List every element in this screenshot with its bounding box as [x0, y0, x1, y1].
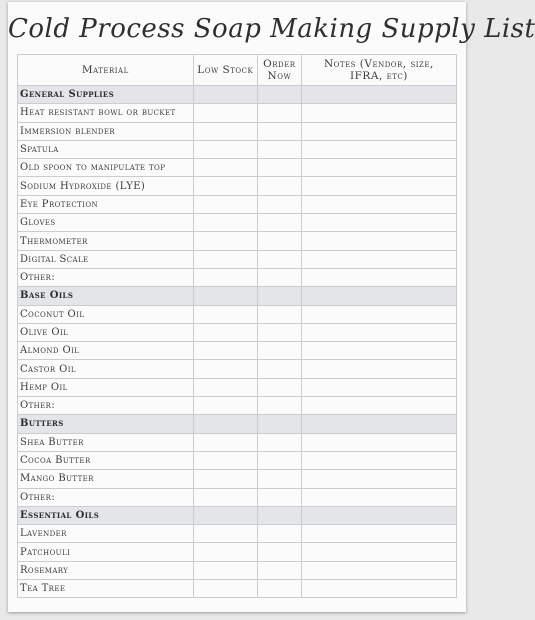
low-stock-cell	[193, 122, 257, 140]
table-row	[18, 232, 457, 250]
material-cell: Other:	[18, 268, 194, 286]
order-now-cell	[257, 470, 301, 488]
material-cell: Almond Oil	[18, 342, 194, 360]
table-row	[18, 488, 457, 506]
section-label: Essential Oils	[18, 506, 194, 524]
material-cell: Patchouli	[18, 543, 194, 561]
order-now-cell	[257, 342, 301, 360]
section-label: Butters	[18, 415, 194, 433]
order-now-cell	[257, 378, 301, 396]
material-cell: Tea Tree	[18, 580, 194, 598]
notes-cell	[301, 323, 456, 341]
low-stock-cell	[193, 250, 257, 268]
order-now-cell	[257, 323, 301, 341]
material-cell: Thermometer	[18, 232, 194, 250]
order-now-cell	[257, 268, 301, 286]
low-stock-cell	[193, 342, 257, 360]
table-row	[18, 305, 457, 323]
material-cell: Hemp Oil	[18, 378, 194, 396]
low-stock-cell	[193, 305, 257, 323]
low-stock-cell	[193, 506, 257, 524]
order-now-cell	[257, 543, 301, 561]
notes-cell	[301, 488, 456, 506]
section-label: General Supplies	[18, 86, 194, 104]
notes-cell	[301, 433, 456, 451]
table-row	[18, 378, 457, 396]
notes-cell	[301, 305, 456, 323]
order-now-cell	[257, 580, 301, 598]
material-cell: Coconut Oil	[18, 305, 194, 323]
notes-cell	[301, 159, 456, 177]
material-cell: Spatula	[18, 140, 194, 158]
low-stock-cell	[193, 360, 257, 378]
order-now-cell	[257, 360, 301, 378]
notes-cell	[301, 561, 456, 579]
table-row	[18, 214, 457, 232]
table-row	[18, 159, 457, 177]
low-stock-cell	[193, 287, 257, 305]
section-row	[18, 86, 457, 104]
material-cell: Digital Scale	[18, 250, 194, 268]
low-stock-cell	[193, 433, 257, 451]
notes-cell	[301, 451, 456, 469]
low-stock-cell	[193, 525, 257, 543]
table-row	[18, 177, 457, 195]
table-row	[18, 397, 457, 415]
notes-cell	[301, 378, 456, 396]
material-cell: Rosemary	[18, 561, 194, 579]
table-row	[18, 323, 457, 341]
section-label: Base Oils	[18, 287, 194, 305]
low-stock-cell	[193, 561, 257, 579]
material-cell: Other:	[18, 397, 194, 415]
order-now-cell	[257, 415, 301, 433]
order-now-cell	[257, 122, 301, 140]
notes-cell	[301, 580, 456, 598]
low-stock-cell	[193, 470, 257, 488]
material-cell: Castor Oil	[18, 360, 194, 378]
table-row	[18, 525, 457, 543]
low-stock-cell	[193, 86, 257, 104]
order-now-cell	[257, 140, 301, 158]
order-now-cell	[257, 433, 301, 451]
low-stock-cell	[193, 268, 257, 286]
material-cell: Shea Butter	[18, 433, 194, 451]
order-now-cell	[257, 397, 301, 415]
supply-table	[17, 54, 457, 598]
low-stock-cell	[193, 415, 257, 433]
notes-cell	[301, 287, 456, 305]
material-cell: Other:	[18, 488, 194, 506]
table-row	[18, 470, 457, 488]
material-cell: Eye Protection	[18, 195, 194, 213]
notes-cell	[301, 342, 456, 360]
material-cell: Old spoon to manipulate top	[18, 159, 194, 177]
low-stock-cell	[193, 177, 257, 195]
table-row	[18, 250, 457, 268]
table-row	[18, 140, 457, 158]
notes-cell	[301, 104, 456, 122]
header-material: Material	[18, 55, 194, 86]
notes-cell	[301, 177, 456, 195]
notes-cell	[301, 525, 456, 543]
notes-cell	[301, 415, 456, 433]
low-stock-cell	[193, 140, 257, 158]
supply-list-sheet	[8, 2, 535, 612]
order-now-cell	[257, 488, 301, 506]
table-row	[18, 451, 457, 469]
low-stock-cell	[193, 451, 257, 469]
table-row	[18, 104, 457, 122]
order-now-cell	[257, 104, 301, 122]
material-cell: Heat resistant bowl or bucket	[18, 104, 194, 122]
table-row	[18, 580, 457, 598]
table-row	[18, 268, 457, 286]
section-row	[18, 287, 457, 305]
section-row	[18, 506, 457, 524]
low-stock-cell	[193, 543, 257, 561]
notes-cell	[301, 122, 456, 140]
order-now-cell	[257, 195, 301, 213]
notes-cell	[301, 140, 456, 158]
header-order-now: Order Now	[257, 55, 301, 86]
low-stock-cell	[193, 232, 257, 250]
notes-cell	[301, 195, 456, 213]
low-stock-cell	[193, 397, 257, 415]
low-stock-cell	[193, 104, 257, 122]
material-cell: Immersion blender	[18, 122, 194, 140]
table-header-row	[18, 55, 457, 86]
material-cell: Sodium Hydroxide (LYE)	[18, 177, 194, 195]
table-row	[18, 360, 457, 378]
material-cell: Lavender	[18, 525, 194, 543]
table-row	[18, 342, 457, 360]
notes-cell	[301, 214, 456, 232]
order-now-cell	[257, 451, 301, 469]
material-cell: Cocoa Butter	[18, 451, 194, 469]
table-row	[18, 543, 457, 561]
notes-cell	[301, 268, 456, 286]
order-now-cell	[257, 159, 301, 177]
material-cell: Gloves	[18, 214, 194, 232]
notes-cell	[301, 397, 456, 415]
table-row	[18, 195, 457, 213]
material-cell: Mango Butter	[18, 470, 194, 488]
material-cell: Olive Oil	[18, 323, 194, 341]
low-stock-cell	[193, 214, 257, 232]
notes-cell	[301, 86, 456, 104]
order-now-cell	[257, 506, 301, 524]
notes-cell	[301, 470, 456, 488]
low-stock-cell	[193, 378, 257, 396]
table-body	[18, 86, 457, 598]
order-now-cell	[257, 287, 301, 305]
order-now-cell	[257, 305, 301, 323]
order-now-cell	[257, 86, 301, 104]
order-now-cell	[257, 561, 301, 579]
order-now-cell	[257, 177, 301, 195]
page-title: Cold Process Soap Making Supply List	[8, 14, 535, 44]
order-now-cell	[257, 525, 301, 543]
order-now-cell	[257, 250, 301, 268]
order-now-cell	[257, 232, 301, 250]
notes-cell	[301, 360, 456, 378]
notes-cell	[301, 232, 456, 250]
low-stock-cell	[193, 159, 257, 177]
low-stock-cell	[193, 323, 257, 341]
low-stock-cell	[193, 195, 257, 213]
low-stock-cell	[193, 488, 257, 506]
section-row	[18, 415, 457, 433]
notes-cell	[301, 250, 456, 268]
notes-cell	[301, 506, 456, 524]
header-notes: Notes (Vendor, size, IFRA, etc)	[301, 55, 456, 86]
table-row	[18, 122, 457, 140]
header-low-stock: Low Stock	[193, 55, 257, 86]
table-row	[18, 561, 457, 579]
low-stock-cell	[193, 580, 257, 598]
notes-cell	[301, 543, 456, 561]
table-row	[18, 433, 457, 451]
order-now-cell	[257, 214, 301, 232]
